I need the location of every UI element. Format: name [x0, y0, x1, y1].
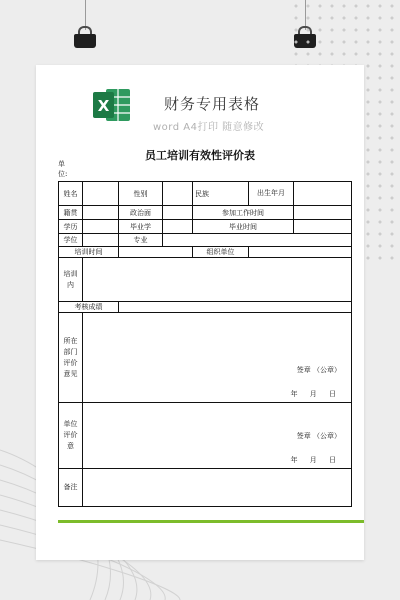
dept-date-label: 年 月 日: [290, 390, 341, 398]
label-degree: 学位: [59, 234, 83, 247]
field-organizer[interactable]: [249, 247, 352, 258]
label-work-start: 参加工作时间: [193, 206, 294, 220]
label-political-status: 政治面: [119, 206, 163, 220]
field-major[interactable]: [163, 234, 352, 247]
label-training-time: 培训时间: [59, 247, 119, 258]
label-remarks: 备注: [59, 469, 83, 507]
label-ethnicity: 民族: [193, 182, 249, 206]
field-graduation-date[interactable]: [294, 220, 352, 234]
binder-clip-left-icon: [74, 26, 96, 54]
field-exam-score[interactable]: [119, 302, 352, 313]
form-title: 员工培训有效性评价表: [145, 149, 255, 162]
label-graduation-date: 毕业时间: [193, 220, 294, 234]
field-birth-date[interactable]: [294, 182, 352, 206]
label-native-place: 籍贯: [59, 206, 83, 220]
field-work-start[interactable]: [294, 206, 352, 220]
page-title: 财务专用表格: [164, 95, 261, 113]
field-native-place[interactable]: [83, 206, 119, 220]
label-organizer: 组织单位: [193, 247, 249, 258]
label-gender: 性别: [119, 182, 163, 206]
field-education[interactable]: [83, 220, 119, 234]
field-dept-opinion[interactable]: [83, 313, 352, 403]
unit-date-label: 年 月 日: [290, 456, 341, 464]
label-unit-opinion: 单位评价意: [59, 403, 83, 469]
label-name: 姓名: [59, 182, 83, 206]
label-education: 学历: [59, 220, 83, 234]
document-sheet: [36, 65, 364, 560]
field-graduated-school[interactable]: [163, 220, 193, 234]
label-training-content: 培训内: [59, 258, 83, 302]
unit-label: 单位:: [58, 160, 68, 178]
field-gender[interactable]: [163, 182, 193, 206]
label-dept-opinion: 所在部门评价意见: [59, 313, 83, 403]
field-unit-opinion[interactable]: [83, 403, 352, 469]
field-name[interactable]: [83, 182, 119, 206]
accent-bar: [58, 520, 364, 523]
training-evaluation-form: [58, 181, 352, 507]
page-subtitle: word A4打印 随意修改: [153, 122, 265, 133]
dept-seal-label: 签章 （公章）: [296, 366, 341, 374]
field-degree[interactable]: [83, 234, 119, 247]
excel-icon: [92, 87, 132, 123]
label-birth-date: 出生年月: [249, 182, 294, 206]
svg-text:X: X: [97, 97, 110, 115]
field-training-time[interactable]: [119, 247, 193, 258]
field-remarks[interactable]: [83, 469, 352, 507]
field-training-content[interactable]: [83, 258, 352, 302]
label-exam-score: 考核成绩: [59, 302, 119, 313]
field-political-status[interactable]: [163, 206, 193, 220]
label-graduated-school: 毕业学: [119, 220, 163, 234]
label-major: 专业: [119, 234, 163, 247]
unit-seal-label: 签章 （公章）: [296, 432, 341, 440]
